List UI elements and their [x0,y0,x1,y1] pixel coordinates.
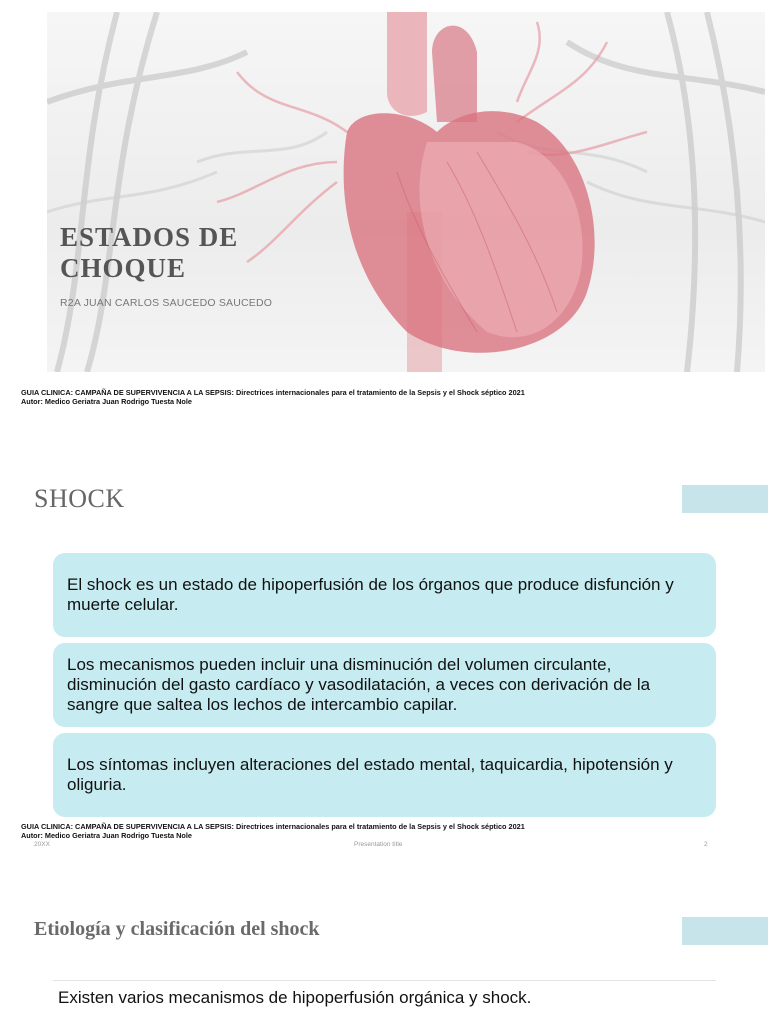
divider [53,980,716,981]
slide-title [0,0,768,418]
slide-etiology [0,858,768,1024]
card-text: El shock es un estado de hipoperfusión de los órganos que produce disfunción y muerte celular. [67,575,674,614]
accent-bar [682,917,768,945]
citation-source: GUIA CLINICA: CAMPAÑA DE SUPERVIVENCIA A LA SEPSIS: Directrices internacionales para el tratamiento de la Sepsis y el Shock séptico 2021 [21,822,525,831]
body-text: Existen varios mecanismos de hipoperfusión orgánica y shock. [58,988,532,1007]
page-number: 2 [704,841,708,848]
slide-heading: SHOCK [34,484,125,513]
heart-illustration [47,12,765,372]
mechanism-card [53,643,716,727]
presentation-title: ESTADOS DE CHOQUE [60,222,239,283]
footer-date: 20XX [34,841,50,848]
card-text: Los mecanismos pueden incluir una disminución del volumen circulante, disminución del gasto cardíaco y vasodilatación, a veces con derivación de la sangre que saltea los lechos de intercambio capilar. [67,655,651,714]
citation-author: Autor: Medico Geriatra Juan Rodrigo Tuesta Nole [21,397,192,406]
heart-anatomy-image [47,12,765,372]
citation [21,388,525,406]
definition-card [53,553,716,637]
accent-bar [682,485,768,513]
citation-source: GUIA CLINICA: CAMPAÑA DE SUPERVIVENCIA A LA SEPSIS: Directrices internacionales para el tratamiento de la Sepsis y el Shock séptico 2021 [21,388,525,397]
symptoms-card [53,733,716,817]
card-text: Los síntomas incluyen alteraciones del estado mental, taquicardia, hipotensión y oliguria. [67,755,673,794]
citation [21,822,525,840]
slide-shock [0,418,768,858]
citation-author: Autor: Medico Geriatra Juan Rodrigo Tuesta Nole [21,831,192,840]
slide-heading: Etiología y clasificación del shock [34,918,320,940]
footer-title: Presentation title [354,841,403,848]
author-name: R2A JUAN CARLOS SAUCEDO SAUCEDO [60,297,273,309]
